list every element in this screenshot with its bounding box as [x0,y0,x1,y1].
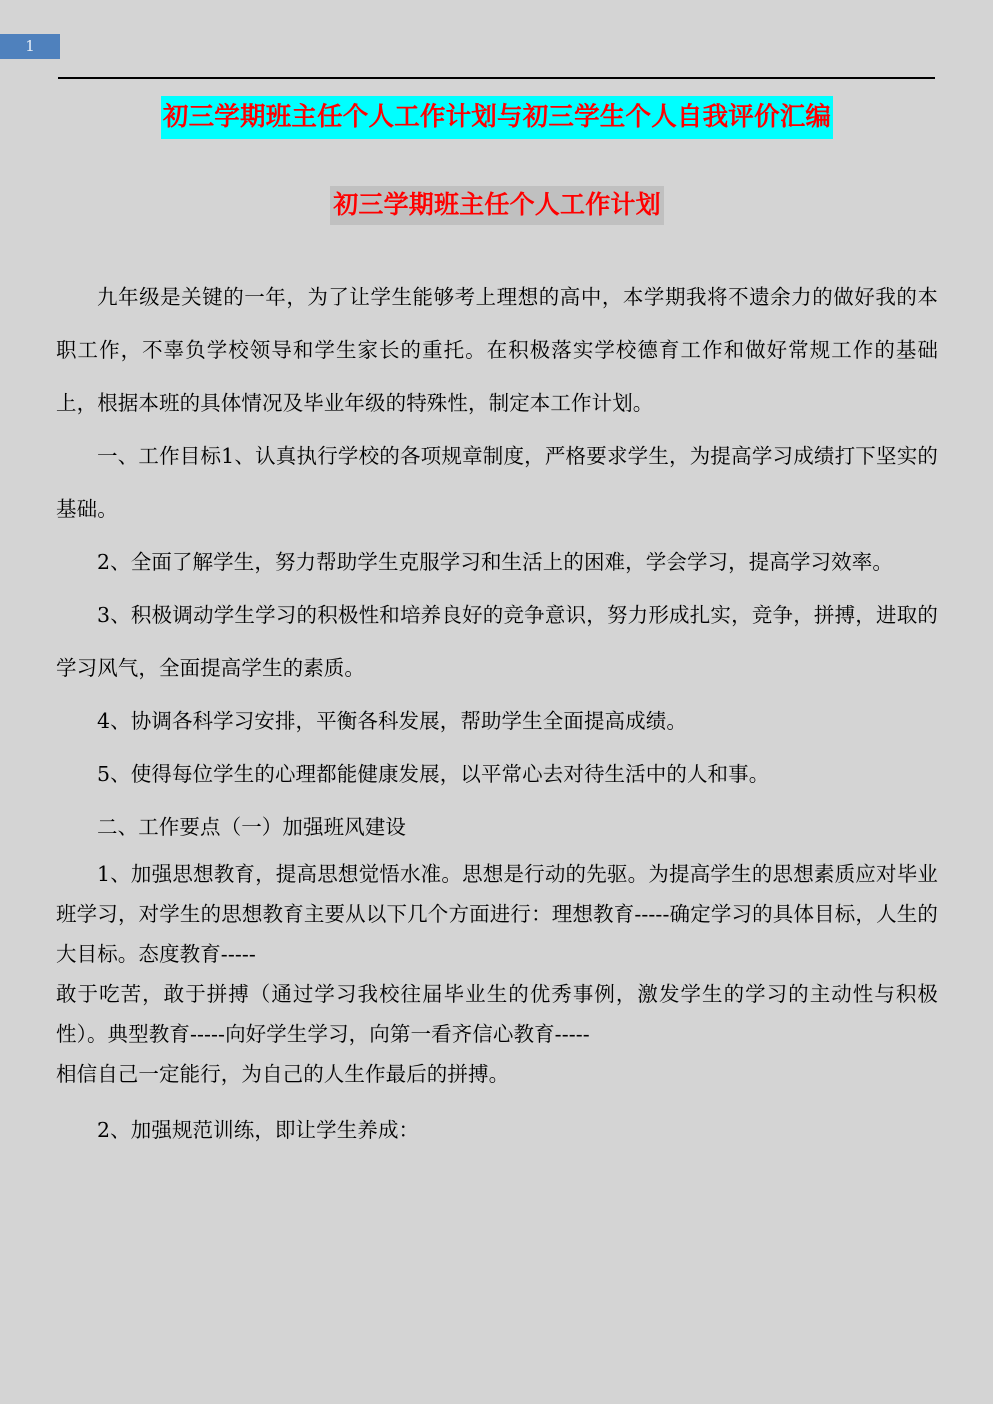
paragraph-workpoints-heading: 二、工作要点（一）加强班风建设 [97,815,406,839]
paragraph-hardship-education: 敢于吃苦，敢于拼搏（通过学习我校往届毕业生的优秀事例，激发学生的学习的主动性与积极性）。典型教育-----向好学生学习，向第一看齐信心教育----- [56,982,938,1046]
paragraph-intro: 九年级是关键的一年，为了让学生能够考上理想的高中，本学期我将不遗余力的做好我的本职工作，不辜负学校领导和学生家长的重托。在积极落实学校德育工作和做好常规工作的基础上，根据本班的具体情况及毕业年级的特殊性，制定本工作计划。 [56,285,938,415]
paragraph-goal-heading: 一、工作目标1、认真执行学校的各项规章制度，严格要求学生，为提高学习成绩打下坚实的基础。 [56,444,938,521]
document-title-row [56,96,938,139]
paragraph-confidence-education: 相信自己一定能行，为自己的人生作最后的拼搏。 [56,1062,510,1086]
paragraph-goal-3: 3、积极调动学生学习的积极性和培养良好的竞争意识，努力形成扎实，竞争，拼搏，进取的学习风气，全面提高学生的素质。 [56,603,938,680]
document-content [56,92,938,1157]
document-subtitle-row [56,186,938,225]
section-heading: 初三学期班主任个人工作计划 [330,186,664,225]
header-divider [58,77,935,79]
page-number-badge: 1 [0,34,60,59]
page-title: 初三学期班主任个人工作计划与初三学生个人自我评价汇编 [161,96,833,139]
paragraph-goal-4: 4、协调各科学习安排，平衡各科发展，帮助学生全面提高成绩。 [97,709,687,733]
paragraph-standard-training: 2、加强规范训练，即让学生养成： [97,1118,420,1142]
paragraph-thought-education: 1、加强思想教育，提高思想觉悟水准。思想是行动的先驱。为提高学生的思想素质应对毕业班学习，对学生的思想教育主要从以下几个方面进行：理想教育-----确定学习的具体目标，人生的大目标。态度教育----- [56,862,938,966]
body-text [56,271,938,1157]
paragraph-goal-5: 5、使得每位学生的心理都能健康发展，以平常心去对待生活中的人和事。 [97,762,770,786]
paragraph-goal-2: 2、全面了解学生，努力帮助学生克服学习和生活上的困难，学会学习，提高学习效率。 [97,550,893,574]
